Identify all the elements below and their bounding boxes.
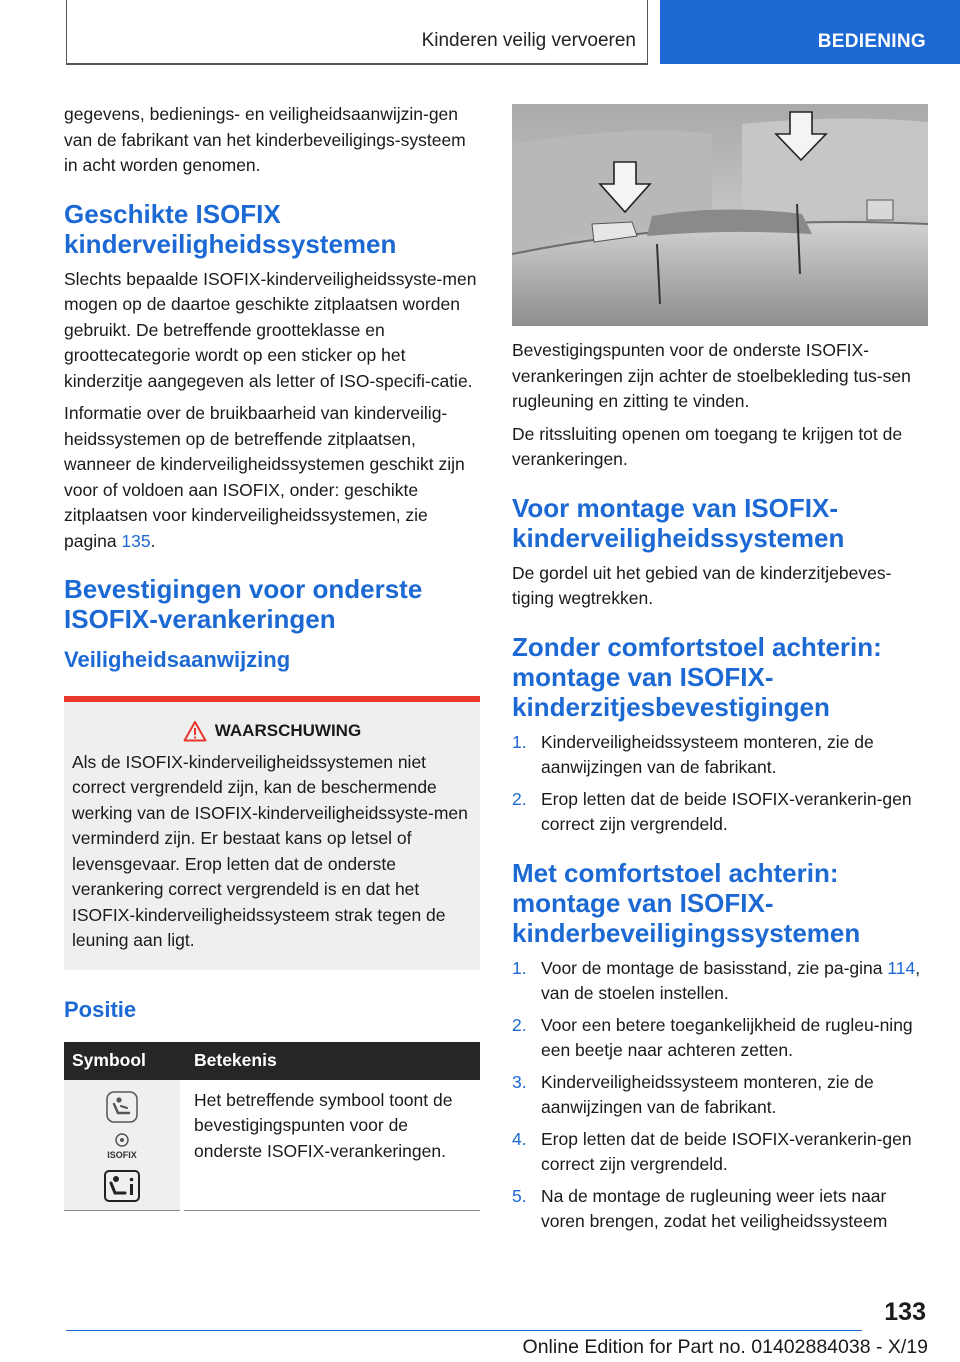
header-chapter-label: BEDIENING [817, 31, 926, 52]
paragraph-before-mounting: De gordel uit het gebied van de kinderzitjebeves-tiging wegtrekken. [512, 562, 892, 608]
list-item [512, 1184, 928, 1235]
step-text: Erop letten dat de beide ISOFIX-verankerin-gen correct zijn vergrendeld. [541, 788, 912, 834]
column-header-symbol: Symbool [64, 1042, 182, 1080]
child-seat-icon [105, 1090, 139, 1124]
symbol-table [64, 1042, 480, 1211]
step-text: Kinderveiligheidssysteem monteren, zie de aanwijzingen van de fabrikant. [541, 1071, 874, 1117]
header-rule-divider [647, 0, 648, 64]
list-item [512, 1127, 928, 1178]
step-number: 1. [512, 731, 527, 752]
warning-text: Als de ISOFIX-kinderveiligheidssystemen niet correct vergrendeld zijn, kan de beschermende werking van de ISOFIX-kinderveiligheidssyste-men verminderd zijn. Er bestaat kans op letsel of levensgevaar. Erop letten dat de onderste verankering correct vergrendeld is en dat het ISOFIX-kinderveiligheidssysteem strak tegen de leuning aan ligt. [72, 751, 468, 950]
heading-with-comfort-seat: Met comfortstoel achterin: montage van ISOFIX-kinderbeveiligingssystemen [512, 857, 861, 948]
step-text-end: , van de stoelen instellen. [541, 957, 921, 1003]
isofix-child-seat-icon [104, 1170, 140, 1202]
right-column [512, 104, 928, 1241]
step-number: 2. [512, 1014, 527, 1035]
page-number: 133 [884, 1298, 926, 1326]
step-text: Kinderveiligheidssysteem monteren, zie de aanwijzingen van de fabrikant. [541, 731, 874, 777]
step-number: 5. [512, 1185, 527, 1206]
heading-suitable-isofix: Geschikte ISOFIX kinderveiligheidssystemen [64, 198, 397, 259]
meaning-cell: Het betreffende symbool toont de bevestigingspunten voor de onderste ISOFIX-verankeringen. [182, 1080, 480, 1211]
warning-header [72, 718, 472, 744]
intro-paragraph: gegevens, bedienings- en veiligheidsaanwijzin-gen van de fabrikant van het kinderbeveiligings-systeem in acht worden genomen. [64, 104, 466, 175]
step-number: 3. [512, 1071, 527, 1092]
header-rule-bottom [66, 63, 648, 65]
heading-position: Positie [64, 996, 137, 1022]
step-text: Erop letten dat de beide ISOFIX-verankerin-gen correct zijn vergrendeld. [541, 1128, 912, 1174]
header-rule-left [66, 0, 67, 64]
header-chapter-tab[interactable] [660, 0, 960, 64]
page-link-135[interactable]: 135 [121, 530, 151, 551]
paragraph-suitable-isofix: Slechts bepaalde ISOFIX-kinderveiligheidssyste-men mogen op de daartoe geschikte zitplaatsen worden gebruikt. De betreffende grootteklasse en groottecategorie wordt op een sticker op het kinderzitje aangegeven als letter of ISO-specifi-catie. [64, 268, 477, 391]
warning-triangle-icon [183, 720, 207, 742]
photo-caption: Bevestigingspunten voor de onderste ISOFIX-verankeringen zijn achter de stoelbekleding tus-sen rugleuning en zitting te vinden. [512, 340, 911, 411]
isofix-seat-photo [512, 104, 928, 326]
usability-text: Informatie over de bruikbaarheid van kinderveilig-heidssystemen op de betreffende zitplaatsen, wanneer de kinderveiligheidssystemen geschikt zijn voor of voldoen aan ISOFIX, onder: geschikte zitplaatsen voor kinderveiligheidssystemen, zie pagina [64, 403, 465, 551]
paragraph-usability-info [64, 401, 480, 554]
symbol-cell [64, 1080, 182, 1211]
step-number: 1. [512, 957, 527, 978]
warning-box [64, 696, 480, 970]
heading-lower-anchorages: Bevestigingen voor onderste ISOFIX-verankeringen [64, 574, 423, 634]
step-number: 4. [512, 1128, 527, 1149]
heading-before-mounting: Voor montage van ISOFIX-kinderveiligheidssystemen [512, 492, 845, 553]
footer-rule [66, 1330, 862, 1331]
steps-with-comfort-seat [512, 956, 928, 1235]
list-item [512, 730, 928, 781]
isofix-label-text: ISOFIX [107, 1149, 137, 1160]
table-header-row [64, 1042, 480, 1080]
heading-safety-notice: Veiligheidsaanwijzing [64, 647, 291, 672]
usability-text-end: . [150, 530, 156, 551]
steps-without-comfort-seat [512, 730, 928, 838]
column-header-meaning: Betekenis [182, 1042, 480, 1080]
list-item [512, 956, 928, 1007]
step-text: Voor de montage de basisstand, zie pa-gina [541, 957, 888, 978]
header-section-title: Kinderen veilig vervoeren [421, 30, 636, 51]
step-text: Voor een betere toegankelijkheid de rugleu-ning een beetje naar achteren zetten. [541, 1014, 913, 1060]
isofix-label-icon [102, 1132, 142, 1162]
step-number: 2. [512, 788, 527, 809]
page-link-114[interactable]: 114 [887, 957, 916, 978]
list-item [512, 787, 928, 838]
list-item [512, 1013, 928, 1064]
left-column [64, 102, 480, 1211]
list-item [512, 1070, 928, 1121]
step-text: Na de montage de rugleuning weer iets naar voren brengen, zodat het veiligheidssysteem [541, 1185, 888, 1231]
footer-edition: Online Edition for Part no. 01402884038 - X/19 [522, 1336, 928, 1358]
zipper-instruction: De ritssluiting openen om toegang te krijgen tot de verankeringen. [512, 423, 903, 469]
isofix-symbols [64, 1090, 180, 1202]
table-row [64, 1080, 480, 1211]
warning-title: WAARSCHUWING [214, 721, 362, 740]
heading-without-comfort-seat: Zonder comfortstoel achterin: montage van ISOFIX-kinderzitjesbevestigingen [512, 631, 882, 722]
